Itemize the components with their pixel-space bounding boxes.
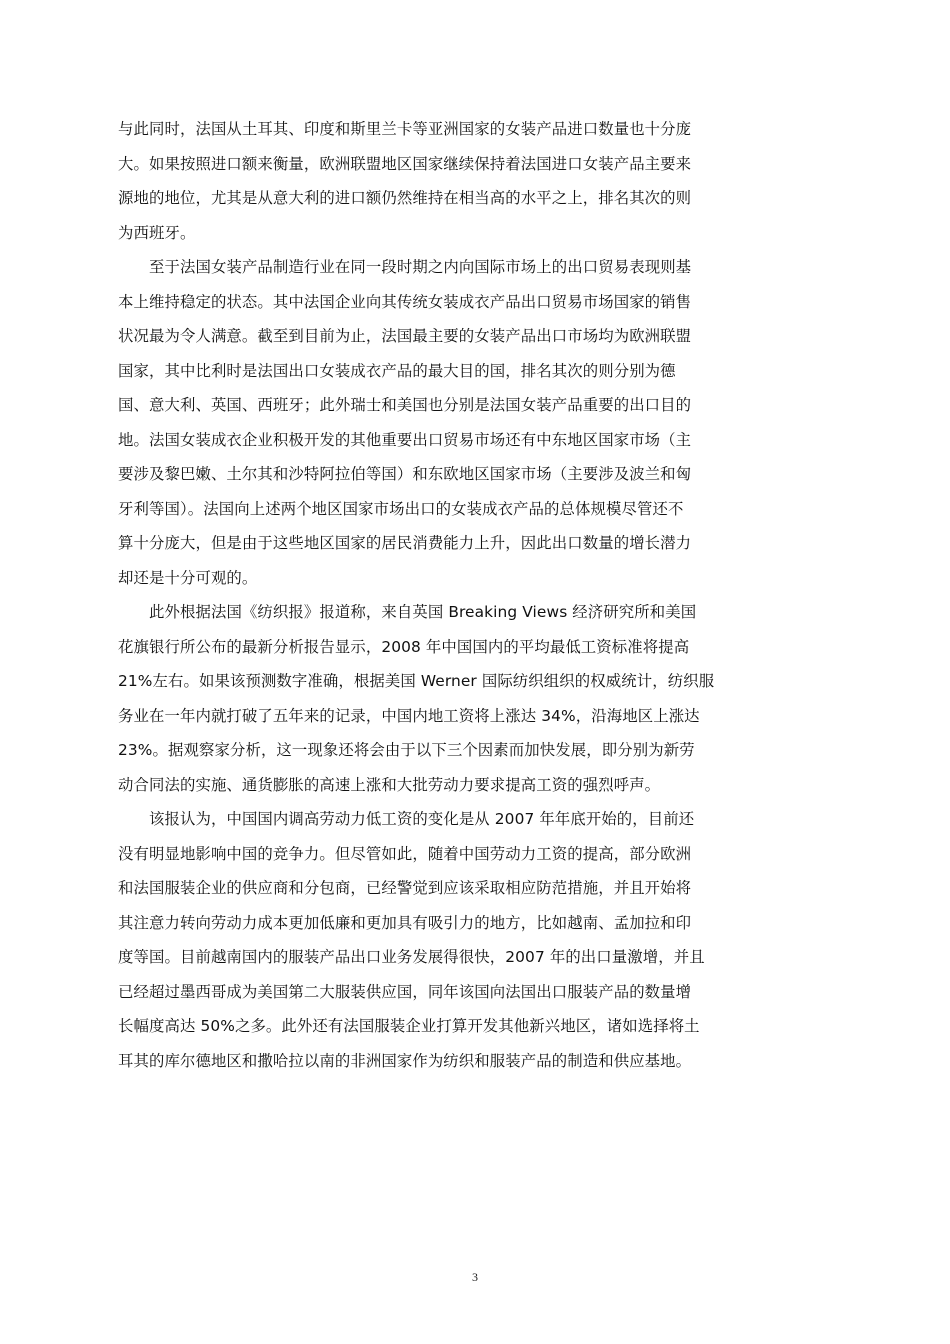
text-line: 为西班牙。 [118,223,196,242]
text-line: 算十分庞大，但是由于这些地区国家的居民消费能力上升，因此出口数量的增长潜力 [118,534,692,552]
text-line: 此外根据法国《纺织报》报道称，来自英国 Breaking Views 经济研究所和美国 [149,603,697,621]
text-line: 该报认为，中国国内调高劳动力低工资的变化是从 2007 年年底开始的，目前还 [149,810,695,828]
text-line: 要涉及黎巴嫩、土尔其和沙特阿拉伯等国）和东欧地区国家市场（主要涉及波兰和匈 [118,465,692,483]
text-line: 其注意力转向劳动力成本更加低廉和更加具有吸引力的地方，比如越南、孟加拉和印 [118,913,692,932]
text-line: 已经超过墨西哥成为美国第二大服装供应国，同年该国向法国出口服装产品的数量增 [118,982,692,1001]
text-line: 21%左右。如果该预测数字准确，根据美国 Werner 国际纺织组织的权威统计，纺织服 [118,672,715,690]
text-line: 花旗银行所公布的最新分析报告显示，2008 年中国国内的平均最低工资标准将提高 [118,637,690,656]
text-line: 大。如果按照进口额来衡量，欧洲联盟地区国家继续保持着法国进口女装产品主要来 [118,154,692,173]
text-line: 动合同法的实施、通货膨胀的高速上涨和大批劳动力要求提高工资的强烈呼声。 [118,775,661,794]
text-line: 却还是十分可观的。 [118,568,258,587]
body-text [118,112,758,1078]
text-line: 长幅度高达 50%之多。此外还有法国服装企业打算开发其他新兴地区，诸如选择将土 [118,1017,700,1035]
text-line: 耳其的库尔德地区和撒哈拉以南的非洲国家作为纺织和服装产品的制造和供应基地。 [118,1051,692,1070]
text-line: 度等国。目前越南国内的服装产品出口业务发展得很快，2007 年的出口量激增，并且 [118,948,705,966]
text-line: 至于法国女装产品制造行业在同一段时期之内向国际市场上的出口贸易表现则基 [149,258,692,276]
text-line: 国、意大利、英国、西班牙；此外瑞士和美国也分别是法国女装产品重要的出口目的 [118,396,692,414]
text-line: 务业在一年内就打破了五年来的记录，中国内地工资将上涨达 34%，沿海地区上涨达 [118,706,700,725]
text-line: 源地的地位，尤其是从意大利的进口额仍然维持在相当高的水平之上，排名其次的则 [118,189,692,207]
text-line: 本上维持稳定的状态。其中法国企业向其传统女装成衣产品出口贸易市场国家的销售 [118,292,692,311]
text-line: 与此同时，法国从土耳其、印度和斯里兰卡等亚洲国家的女装产品进口数量也十分庞 [118,120,692,138]
text-line: 牙利等国）。法国向上述两个地区国家市场出口的女装成衣产品的总体规模尽管还不 [118,499,684,518]
text-line: 23%。据观察家分析，这一现象还将会由于以下三个因素而加快发展，即分别为新劳 [118,741,695,759]
text-line: 国家，其中比利时是法国出口女装成衣产品的最大目的国，排名其次的则分别为德 [118,361,676,380]
page-number: 3 [472,1270,478,1284]
text-line: 和法国服装企业的供应商和分包商，已经警觉到应该采取相应防范措施，并且开始将 [118,879,692,897]
text-line: 没有明显地影响中国的竞争力。但尽管如此，随着中国劳动力工资的提高，部分欧洲 [118,844,692,863]
text-line: 地。法国女装成衣企业积极开发的其他重要出口贸易市场还有中东地区国家市场（主 [118,430,692,449]
text-line: 状况最为令人满意。截至到目前为止，法国最主要的女装产品出口市场均为欧洲联盟 [118,327,692,345]
